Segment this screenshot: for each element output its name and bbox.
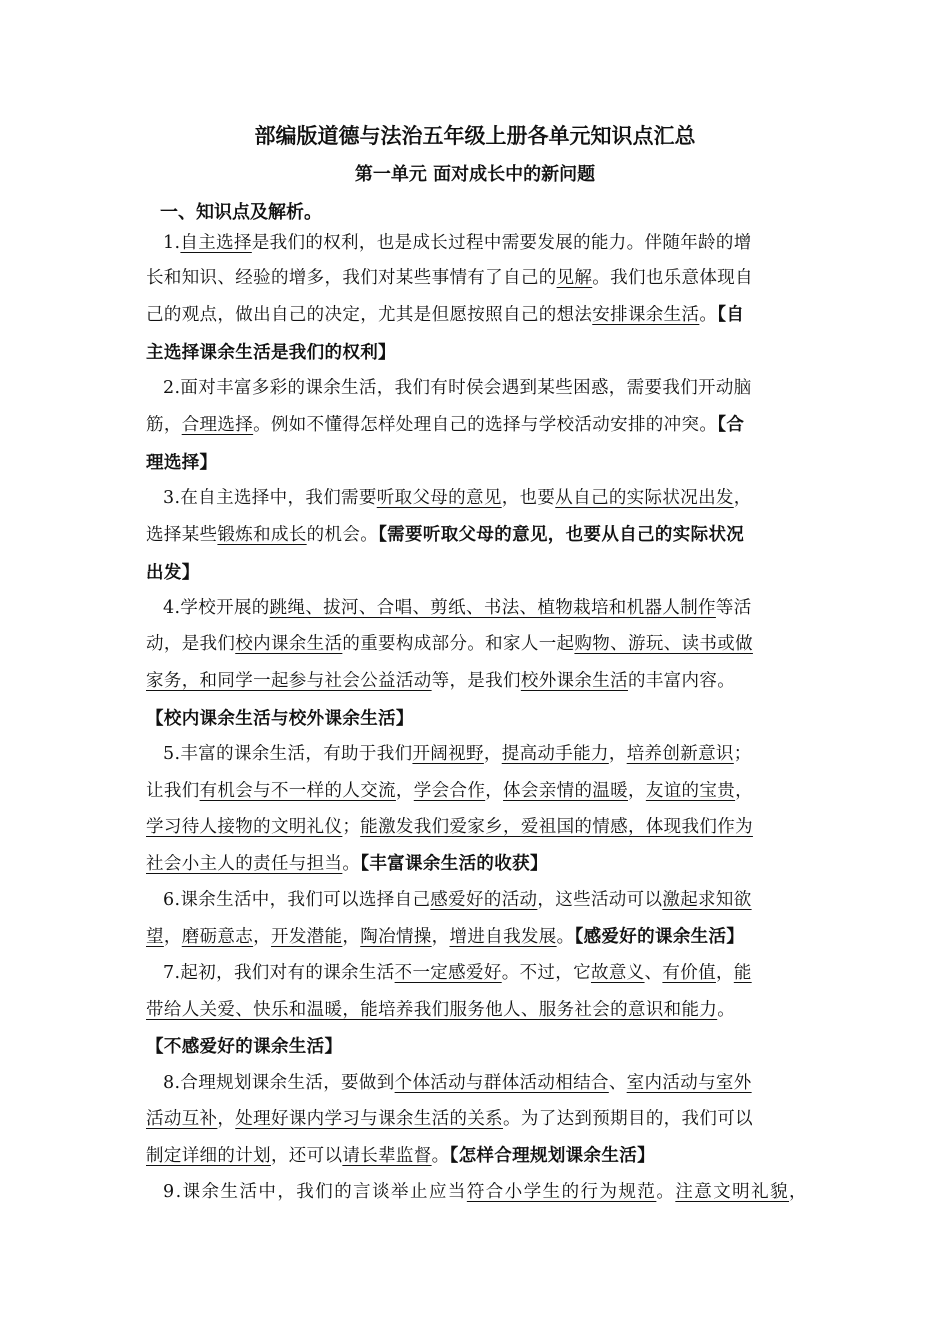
text-line xyxy=(163,1180,808,1204)
text-segment: ，这些活动可以 xyxy=(537,890,663,910)
text-line xyxy=(146,266,753,290)
text-segment: 。我们也乐意体现自 xyxy=(592,268,753,288)
bold-summary: 【校内课余生活与校外课余生活】 xyxy=(146,709,414,729)
text-segment: 等，是我们 xyxy=(431,671,521,691)
text-line xyxy=(146,413,744,437)
text-segment: 的机会。 xyxy=(306,525,379,545)
bold-summary: 【合 xyxy=(717,415,745,435)
text-segment: 。例如不懂得怎样处理自己的选择与学校活动安排的冲突。 xyxy=(253,415,718,435)
text-segment: ， xyxy=(715,963,734,983)
underlined-keyword: 校内课余生活 xyxy=(235,634,343,654)
bold-summary: 【自 xyxy=(717,305,745,325)
section-heading: 一、知识点及解析。 xyxy=(160,202,322,223)
text-segment: 2.面对丰富多彩的课余生活，我们有时侯会遇到某些困惑，需要我们开动脑 xyxy=(163,378,752,398)
text-segment: 的重要构成部分。和家人一起 xyxy=(342,634,575,654)
bold-summary: 【需要听取父母的意见，也要从自己的实际状况 xyxy=(378,525,745,545)
text-line xyxy=(146,561,200,585)
text-segment: 。不过，它 xyxy=(501,963,591,983)
text-segment: 1. xyxy=(163,233,181,253)
text-segment: 。 xyxy=(656,1182,676,1202)
underlined-keyword: 听取父母的意见 xyxy=(376,488,502,508)
text-segment: 6.课余生活中，我们可以选择自己 xyxy=(163,890,431,910)
underlined-keyword: 请长辈监督 xyxy=(342,1146,432,1166)
text-segment: 、 xyxy=(608,1073,627,1093)
text-segment: ， xyxy=(163,927,182,947)
underlined-keyword: 个体活动与群体活动相结合 xyxy=(394,1073,609,1093)
text-segment: ； xyxy=(733,744,752,764)
underlined-keyword: 培养创新意识 xyxy=(626,744,734,764)
underlined-keyword: 锻炼和成长 xyxy=(217,525,307,545)
bold-summary: 【怎样合理规划课余生活】 xyxy=(449,1146,655,1166)
text-line xyxy=(146,632,753,656)
underlined-keyword: 提高动手能力 xyxy=(501,744,609,764)
underlined-keyword: 活动互补 xyxy=(146,1109,218,1129)
underlined-keyword: 家务，和同学一起参与社会公益活动 xyxy=(146,671,432,691)
text-segment: 4.学校开展的 xyxy=(163,598,270,618)
text-line xyxy=(146,1107,753,1131)
underlined-keyword: 故意义 xyxy=(590,963,645,983)
underlined-keyword: 望 xyxy=(146,927,164,947)
text-line xyxy=(163,596,752,620)
underlined-keyword: 跳绳、拔河、合唱、剪纸、书法、植物栽培和机器人制作 xyxy=(269,598,716,618)
text-segment: 是我们的权利，也是成长过程中需要发展的能力。伴随年龄的增 xyxy=(251,233,752,253)
text-segment: 8.合理规划课余生活，要做到 xyxy=(163,1073,395,1093)
text-line xyxy=(146,451,217,475)
text-line xyxy=(146,1144,655,1168)
text-line xyxy=(146,852,548,876)
underlined-keyword: 注意文明礼貌 xyxy=(675,1182,790,1202)
underlined-keyword: 感爱好的活动 xyxy=(430,890,538,910)
underlined-keyword: 开发潜能 xyxy=(270,927,343,947)
bold-summary: 理选择】 xyxy=(146,453,218,473)
text-segment: 。 xyxy=(342,854,361,874)
text-segment: 让我们 xyxy=(146,781,200,801)
document-title: 部编版道德与法治五年级上册各单元知识点汇总 xyxy=(254,123,696,148)
text-line xyxy=(163,1071,752,1095)
text-line xyxy=(146,341,396,365)
text-line xyxy=(146,815,753,839)
text-segment: ； xyxy=(342,817,361,837)
text-segment: 5.丰富的课余生活，有助于我们 xyxy=(163,744,413,764)
text-segment: ， xyxy=(485,781,504,801)
underlined-keyword: 学会合作 xyxy=(413,781,486,801)
underlined-keyword: 安排课余生活 xyxy=(592,305,700,325)
underlined-keyword: 符合小学生的行为规范 xyxy=(466,1182,657,1202)
text-line xyxy=(163,888,752,912)
text-line xyxy=(163,742,752,766)
underlined-keyword: 友谊的宝贵 xyxy=(645,781,736,801)
text-segment: 。 xyxy=(431,1146,450,1166)
unit-title: 第一单元 面对成长中的新问题 xyxy=(354,164,596,185)
text-segment: 、 xyxy=(644,963,663,983)
text-line xyxy=(163,961,752,985)
text-line xyxy=(146,303,744,327)
underlined-keyword: 合理选择 xyxy=(181,415,254,435)
underlined-keyword: 增进自我发展 xyxy=(449,927,557,947)
text-line xyxy=(146,925,744,949)
text-line xyxy=(146,707,414,731)
text-segment: ，还可以 xyxy=(270,1146,343,1166)
underlined-keyword: 从自己的实际状况出发 xyxy=(555,488,734,508)
text-line xyxy=(163,486,752,510)
underlined-keyword: 学习待人接物的文明礼仪 xyxy=(146,817,343,837)
text-segment: 长和知识、经验的增多，我们对某些事情有了自己的 xyxy=(146,268,557,288)
underlined-keyword: 自主选择 xyxy=(180,233,252,253)
bold-summary: 【不感爱好的课余生活】 xyxy=(146,1037,343,1057)
text-segment: ， xyxy=(733,488,752,508)
underlined-keyword: 处理好课内学习与课余生活的关系 xyxy=(235,1109,504,1129)
underlined-keyword: 见解 xyxy=(556,268,593,288)
underlined-keyword: 校外课余生活 xyxy=(520,671,628,691)
text-segment: ， xyxy=(483,744,502,764)
text-line xyxy=(146,1035,342,1059)
text-segment: 。为了达到预期目的，我们可以 xyxy=(503,1109,753,1129)
text-segment: 选择某些 xyxy=(146,525,218,545)
underlined-keyword: 社会小主人的责任与担当 xyxy=(146,854,343,874)
underlined-keyword: 有机会与不一样的人交流 xyxy=(199,781,396,801)
underlined-keyword: 室内活动与室外 xyxy=(626,1073,752,1093)
text-line xyxy=(146,523,744,547)
text-segment: ， xyxy=(628,781,646,801)
bold-summary: 主选择课余生活是我们的权利】 xyxy=(146,343,396,363)
underlined-keyword: 激起求知欲 xyxy=(662,890,752,910)
text-line xyxy=(146,779,753,803)
text-line xyxy=(163,376,752,400)
text-segment: ， xyxy=(431,927,450,947)
text-line xyxy=(146,669,735,693)
text-segment: ， xyxy=(789,1182,808,1202)
bold-summary: 【感爱好的课余生活】 xyxy=(574,927,745,947)
underlined-keyword: 能激发我们爱家乡，爱祖国的情感，体现我们作为 xyxy=(360,817,753,837)
underlined-keyword: 有价值 xyxy=(662,963,716,983)
bold-summary: 【丰富课余生活的收获】 xyxy=(360,854,548,874)
text-segment: ， xyxy=(217,1109,236,1129)
text-segment: 筋， xyxy=(146,415,182,435)
text-segment: ， xyxy=(253,927,271,947)
text-segment: 动，是我们 xyxy=(146,634,236,654)
text-segment: 己的观点，做出自己的决定，尤其是但愿按照自己的想法 xyxy=(146,305,593,325)
text-line xyxy=(163,231,752,255)
text-segment: 。 xyxy=(699,305,718,325)
underlined-keyword: 带给人关爱、快乐和温暖，能培养我们服务他人、服务社会的意识和能力 xyxy=(146,1000,718,1020)
underlined-keyword: 体会亲情的温暖 xyxy=(503,781,628,801)
text-segment: 3.在自主选择中，我们需要 xyxy=(163,488,377,508)
text-segment: 。 xyxy=(717,1000,736,1020)
text-line xyxy=(146,998,735,1022)
underlined-keyword: 制定详细的计划 xyxy=(146,1146,271,1166)
text-segment: ， xyxy=(735,781,753,801)
underlined-keyword: 开阔视野 xyxy=(412,744,484,764)
text-segment: ， xyxy=(608,744,627,764)
text-segment: 9.课余生活中，我们的言谈举止应当 xyxy=(163,1182,467,1202)
underlined-keyword: 磨砺意志 xyxy=(181,927,254,947)
text-segment: ， xyxy=(342,927,361,947)
underlined-keyword: 能 xyxy=(733,963,752,983)
text-segment: 。 xyxy=(556,927,575,947)
underlined-keyword: 陶冶情操 xyxy=(360,927,432,947)
underlined-keyword: 购物、游玩、读书或做 xyxy=(574,634,753,654)
text-segment: 的丰富内容。 xyxy=(627,671,736,691)
text-segment: ， xyxy=(395,781,414,801)
text-segment: 7.起初，我们对有的课余生活 xyxy=(163,963,395,983)
text-segment: ，也要 xyxy=(501,488,556,508)
underlined-keyword: 不一定感爱好 xyxy=(394,963,502,983)
bold-summary: 出发】 xyxy=(146,563,200,583)
text-segment: 等活 xyxy=(715,598,752,618)
